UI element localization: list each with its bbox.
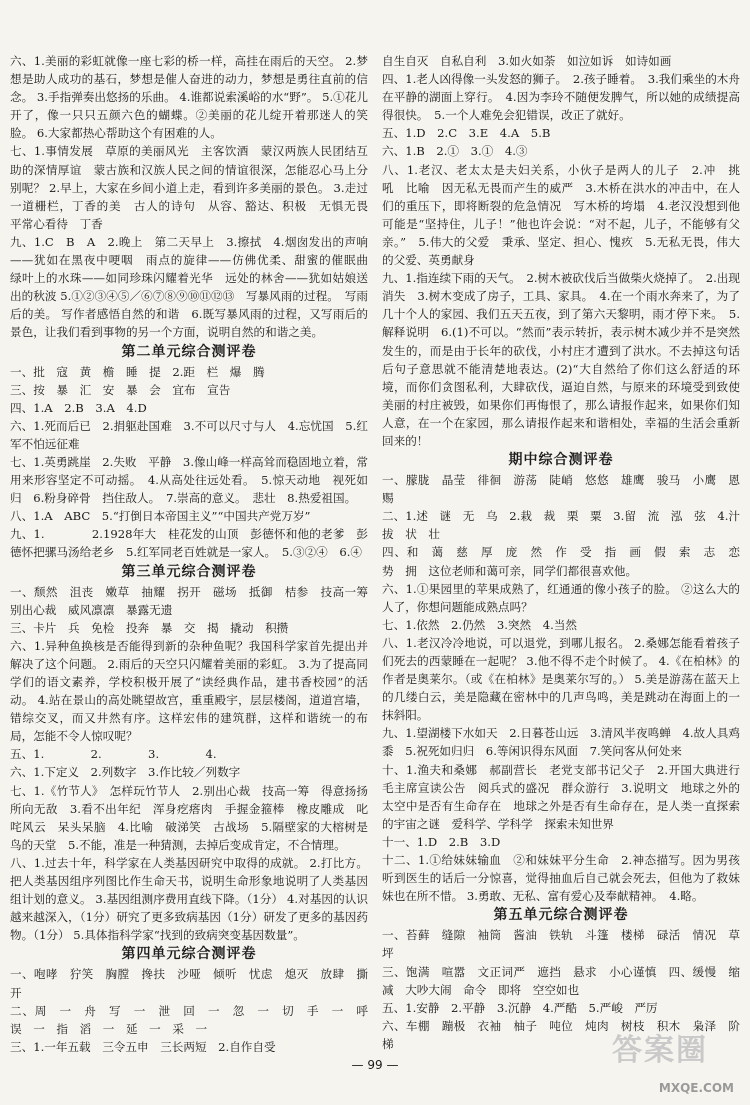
right-answer-paragraph: 六、1.B 2.① 3.① 4.③ [382,144,528,159]
left-answer-paragraph: 三、1.一年五载 三令五申 三长两短 2.自作自受 [10,1039,276,1052]
right-answer-paragraph: 七、1.依然 2.仍然 3.突然 4.当然 [382,617,577,632]
left-answer-paragraph: 二、周 一 舟 写 一 泄 回 一 忽 一 切 手 一 呼 误 一 指 滔 一 延 一 采 一 [10,1003,368,1036]
left-answer-paragraph: 九、1.C B A 2.晚上 第二天早上 3.擦拭 4.烟囱发出的声响——犹如在黑夜中哽咽 雨点的旋律——仿佛优柔、甜蜜的催眠曲 绿叶上的水珠——如同珍珠闪耀着光华 远处的林舍——犹如姑娘送出的秋波 5.①②③④⑤／⑥⑦⑧⑨⑩⑪⑫⑬ 写暴风雨的过程。 写雨后的美。 写作者感悟自然的和谐 6.既写暴风雨的过程，又写雨后的景色，让我们看到事物的另一个方面，说明自然的和谐之美。 [10,234,368,340]
right-answer-paragraph: 四、和 蔼 慈 厚 庞 然 作 受 指 画 假 索 志 恋 势 拥 这位老师和蔼可亲，同学们都很喜欢他。 [382,545,740,578]
right-answer-paragraph: 十一、1.D 2.B 3.D [382,834,501,849]
left-answer-paragraph: 六、1.死而后已 2.捐躯赴国难 3.不可以尺寸与人 4.忘忧国 5.红军不怕远征难 [10,418,368,451]
right-answer-paragraph: 十、1.渔夫和桑娜 郝副营长 老党支部书记父子 2.开国大典进行 毛主席宣读公告 阅兵式的盛况 群众游行 3.说明文 地球之外的太空中是否有生命存在 地球之外是否有生命存在，是人类一直探索的宇宙之谜 爱科学、学科学 探索未知世界 [382,762,740,831]
left-answer-paragraph: 四、1.A 2.B 3.A 4.D [10,400,147,415]
right-answer-paragraph: 五、1.D 2.C 3.E 4.A 5.B [382,126,551,141]
left-answer-paragraph: 七、1.《竹节人》 怎样玩竹节人 2.别出心裁 技高一筹 得意扬扬 所向无敌 3.看不出年纪 浑身疙瘩肉 手握金箍棒 橡皮雕成 叱咤风云 呆头呆脑 4.比喻 破涕笑 古战场 5.隔壁家的大榕树是鸟的天堂 5.不能，准是一种猜测，去掉后变成肯定，不合情理。 [10,783,368,852]
left-answer-paragraph: 三、按 暴 汇 安 暴 会 宜布 宣告 [10,382,231,397]
left-column [10,52,368,1052]
left-answer-paragraph: 一、批 寇 黄 檐 睡 提 2.距 栏 爆 腾 [10,364,265,379]
left-answer-paragraph: 六、1.下定义 2.列数字 3.作比较／列数字 [10,765,241,780]
right-answer-paragraph: 十二、1.①给妹妹输血 ②和妹妹平分生命 2.神态描写。因为男孩听到医生的话后一分惊喜，觉得抽血后自己就会死去，但他为了救妹妹也在所不惜。 3.勇敢、无私、富有爱心及奉献精神。 4.略。 [382,853,740,904]
left-answer-paragraph: 七、1.事情发展 草原的美丽风光 主客饮酒 蒙汉两族人民团结互助的深情厚谊 蒙古族和汉族人民之间的情谊很深，怎能忍心马上分别呢？ 2.早上，大家在乡间小道上走，看到许多美丽的景色。 3.走过一道栅栏，丁香的美 古人的诗句 从容、豁达、积极 无惧无畏 平常心看待 丁香 [10,144,368,231]
left-answer-paragraph: 七、1.英勇跳崖 2.失败 平静 3.像山峰一样高耸而稳固地立着，常用来形容坚定不可动摇。 4.从高处往远处看。 5.惊天动地 视死如归 6.粉身碎骨 挡住敌人。 7.崇高的意义。 悲壮 8.热爱祖国。 [10,454,368,506]
left-answer-paragraph: 六、1.美丽的彩虹就像一座七彩的桥一样，高挂在雨后的天空。 2.梦想是助人成功的基石，梦想是催人奋进的动力，梦想是勇往直前的信念。 3.手指弹奏出悠扬的乐曲。 4.谁都说索溪峪的水“野”。 5.①花儿开了，像一只只五颜六色的蝴蝶。②美丽的花儿绽开着那迷人的笑脸。 6.大家都热心帮助这个有困难的人。 [10,54,368,141]
left-answer-paragraph: 一、咆哮 狞笑 胸膛 搀扶 沙哑 倾听 忧虑 熄灭 放肆 撕开 [10,967,368,1000]
right-column [382,52,740,1052]
left-answer-paragraph: 八、1.A ABC 5.“打倒日本帝国主义”“中国共产党万岁” [10,509,311,524]
left-answer-paragraph: 一、颓然 沮丧 嫩草 抽耀 拐开 磁场 抵御 桔参 技高一筹 别出心裁 威风凛凛 暴露无遗 [10,584,368,617]
right-answer-paragraph: 一、朦胧 晶莹 徘徊 游荡 陡峭 悠悠 雄鹰 骏马 小鹰 恩赐 [382,473,740,506]
right-section-title: 期中综合测评卷 [508,452,614,469]
right-answer-paragraph: 六、1.①果园里的苹果成熟了，红通通的像小孩子的脸。 ②这么大的人了，你想问题能成熟点吗？ [382,581,740,614]
right-answer-paragraph: 一、苔藓 缝隙 袖筒 酱油 铁轨 斗篷 楼梯 碌活 情况 草坪 [382,928,740,961]
left-section-title: 第三单元综合测评卷 [121,563,257,580]
right-answer-paragraph: 八、1.老汉冷冷地说，可以退党，到哪儿报名。 2.桑娜怎能看着孩子们死去的西蒙睡在一起呢？ 3.他不得不走个时候了。 4.《在柏林》的作者是奥莱尔。（或《在柏林》是奥莱尔写的。） 5.美是游荡在蓝天上的几缕白云，美是隐藏在密林中的几声鸟鸣，美是跳动在海面上的一抹斜阳。 [382,635,740,723]
right-answer-paragraph: 九、1.指连续下雨的天气。 2.树木被砍伐后当做柴火烧掉了。 2.出现 消失 3.树木变成了房子，工具、家具。 4.在一个雨水奔来了，为了几十个人的家园、我们五天五夜，到了第六天黎明，雨才停下来。 5.解释说明 6.(1)不可以。“然而”表示转折，表示树木减少并不是突然发生的，而是由于长年的砍伐，小村庄才遭到了洪水。不去掉这句话后句子意思就不能清楚地表达。(2)“大自然给了你们这么舒适的环境，而你们贪图私利，大肆砍伐，逼迫自然，与原来的环境受到致使美丽的村庄被毁，如果你们再悔恨了，那么请报作起来，如果你们知人意，在一个在家园，那么请报作起来和谐相处，幸福的生活会重新回来的！ [382,271,740,448]
right-answer-paragraph: 二、1.述 谜 无 乌 2.栽 裁 栗 粟 3.留 流 泓 弦 4.汁 拔 状 壮 [382,509,740,542]
left-section-title: 第二单元综合测评卷 [121,343,257,360]
right-answer-paragraph: 自生自灭 自私自利 3.如火如荼 如泣如诉 如诗如画 [382,54,672,68]
watermark-seal: 答案圈 [612,1033,708,1068]
left-answer-paragraph: 三、卡片 兵 免检 投奔 暴 交 揭 撬动 积攒 [10,620,289,635]
left-answer-paragraph: 八、1.过去十年，科学家在人类基因研究中取得的成就。 2.打比方。把人类基因组序列图比作生命天书，说明生命形象地说明了人类基因组计划的意义。 3.基因组测序费用直线下降。（1分） 4.对基因的认识越来越深入，（1分）研究了更多致病基因（1分）研发了更多的基因药物。（1分） 5.具体指科学家“找到的致病突变基因数量”。 [10,855,368,943]
right-answer-paragraph: 三、饱满 喧嚣 文正词严 遮挡 悬求 小心谨慎 四、缓慢 缩减 大吵大闹 命令 即将 空空如也 [382,964,740,997]
right-answer-paragraph: 九、1.望湖楼下水如天 2.日暮苍山远 3.清风半夜鸣蝉 4.故人具鸡黍 5.祝死如归归 6.等闲识得东风面 7.笑问客从何处来 [382,726,740,759]
right-answer-paragraph: 五、1.安静 2.平静 3.沉静 4.严酷 5.严峻 严厉 [382,1000,658,1015]
right-answer-paragraph: 六、车棚 蹦极 衣袖 柚子 吨位 炖肉 树枝 积木 枭泽 阶梯 [382,1018,740,1051]
left-answer-paragraph: 六、1.异种鱼换核是否能得到新的杂种鱼呢？我国科学家首先提出并解决了这个问题。 2.雨后的天空只闪耀着美丽的彩虹。 3.为了提高同学们的语文素养，学校积极开展了“读经典作品，建书香校园”的活动。 4.站在景山的高处眺望故宫，重重殿宇，层层楼阁，道道宫墙，错综交叉，而又井然有序。这样宏伟的建筑群，这样和谐统一的布局，怎能不令人惊叹呢？ [10,638,368,744]
watermark-logo [608,1025,736,1097]
right-answer-paragraph: 四、1.老人凶得像一头发怒的狮子。 2.孩子睡着。 3.我们乘坐的木舟在平静的湖面上穿行。 4.因为李玲不随便发脾气，所以她的成绩提高得很快。 5.一个人难免会犯错误，改正了就好。 [382,72,740,123]
left-section-title: 第四单元综合测评卷 [121,946,257,963]
left-answer-paragraph: 五、1. 2. 3. 4. [10,747,217,762]
right-answer-paragraph: 八、1.老汉、老太太是夫妇关系，小伙子是两人的儿子 2.冲 挑 吼 比喻 因无私无畏而产生的威严 3.木桥在洪水的冲击中，在人们的重压下，即将断裂的危急情况 写木桥的垮塌 4.老汉没想到他可能是“坚持住，儿子！”他也许会说：“对不起，儿子，不能够有父亲。” 5.伟大的父爱 秉承、坚定、担心、愧疚 5.无私无畏，伟大的父爱、英勇献身 [382,162,740,268]
left-answer-paragraph: 九、1. 2.1928年大 桂花发的山顶 彭德怀和他的老爹 彭德怀把骡马汤给老乡 5.红军同老百姓就是一家人。 5.③②④ 6.④ [10,527,368,560]
answer-page [10,52,740,1052]
right-section-title: 第五单元综合测评卷 [493,907,629,924]
page-number: — 99 — [351,1058,399,1072]
watermark-url: MXQE.COM [658,1081,734,1095]
